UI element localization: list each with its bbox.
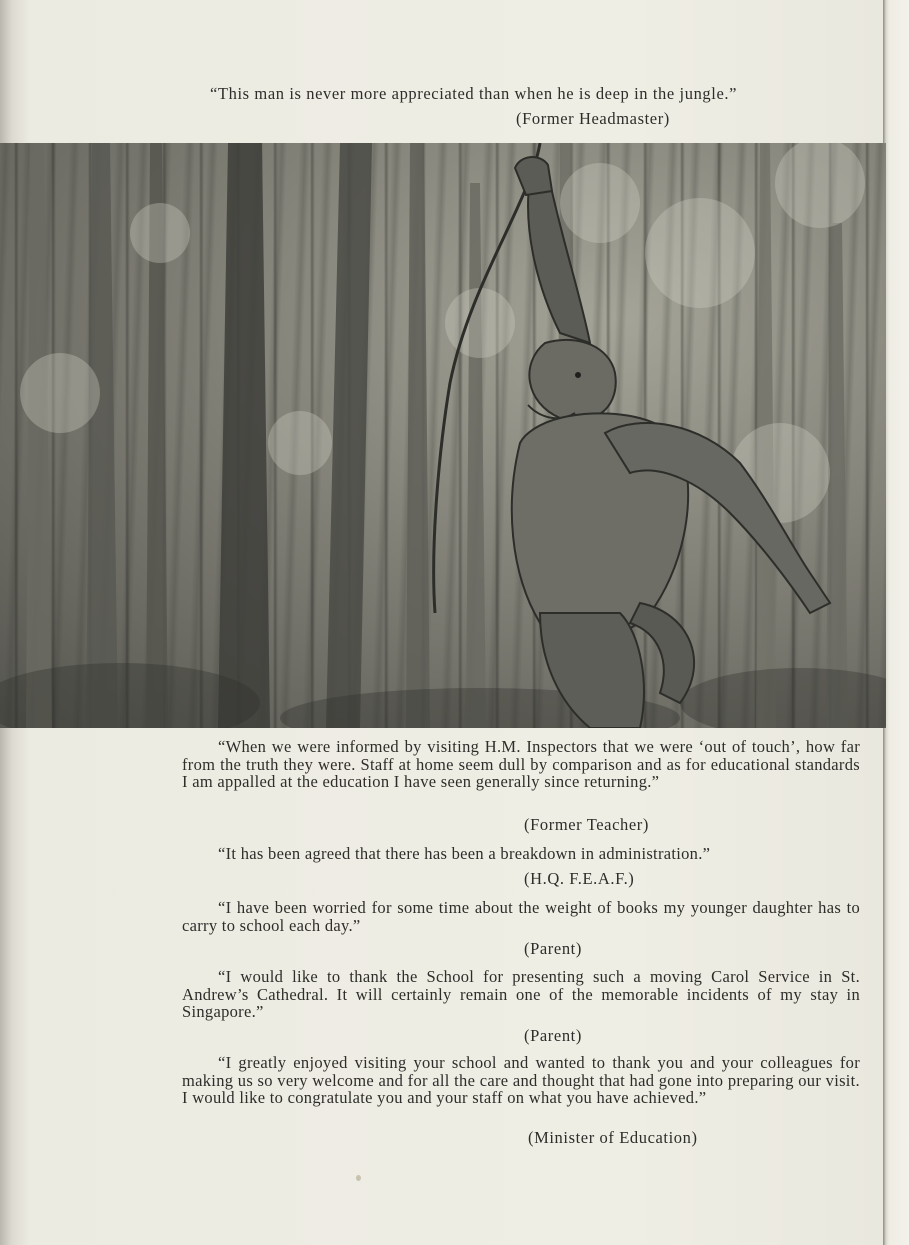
attribution-minister: (Minister of Education) bbox=[528, 1128, 698, 1147]
quote-hq-feaf: “It has been agreed that there has been a breakdown in administration.” bbox=[218, 844, 711, 863]
jungle-scene bbox=[0, 143, 886, 728]
quote-minister: “I greatly enjoyed visiting your school and wanted to thank you and your colleagues for making us so very welcome and for all the care and thought that had gone into preparing our visit. I would like to congratulate you and your staff on what you have achieved.” bbox=[182, 1053, 860, 1107]
top-quote-attribution: (Former Headmaster) bbox=[516, 109, 670, 128]
attribution-hq-feaf: (H.Q. F.E.A.F.) bbox=[524, 869, 635, 888]
page-edge bbox=[883, 0, 909, 1245]
paper-speck bbox=[356, 1175, 361, 1181]
attribution-parent-books: (Parent) bbox=[524, 939, 582, 958]
jungle-photo bbox=[0, 143, 886, 728]
quote-parent-carol: “I would like to thank the School for presenting such a moving Carol Service in St. Andrew’s Cathedral. It will certainly remain one of the memorable incidents of my stay in Singapore.” bbox=[182, 967, 860, 1021]
top-quote: “This man is never more appreciated than when he is deep in the jungle.” bbox=[210, 84, 738, 103]
quote-parent-books: “I have been worried for some time about the weight of books my younger daughter has to carry to school each day.” bbox=[182, 898, 860, 935]
attribution-former-teacher: (Former Teacher) bbox=[524, 815, 649, 834]
undergrowth-icon bbox=[0, 663, 886, 728]
quote-former-teacher: “When we were informed by visiting H.M. Inspectors that we were ‘out of touch’, how far from the truth they were. Staff at home seem dull by comparison and as for educational standards I am appalled at the education I have seen generally since returning.” bbox=[182, 737, 860, 791]
attribution-parent-carol: (Parent) bbox=[524, 1026, 582, 1045]
